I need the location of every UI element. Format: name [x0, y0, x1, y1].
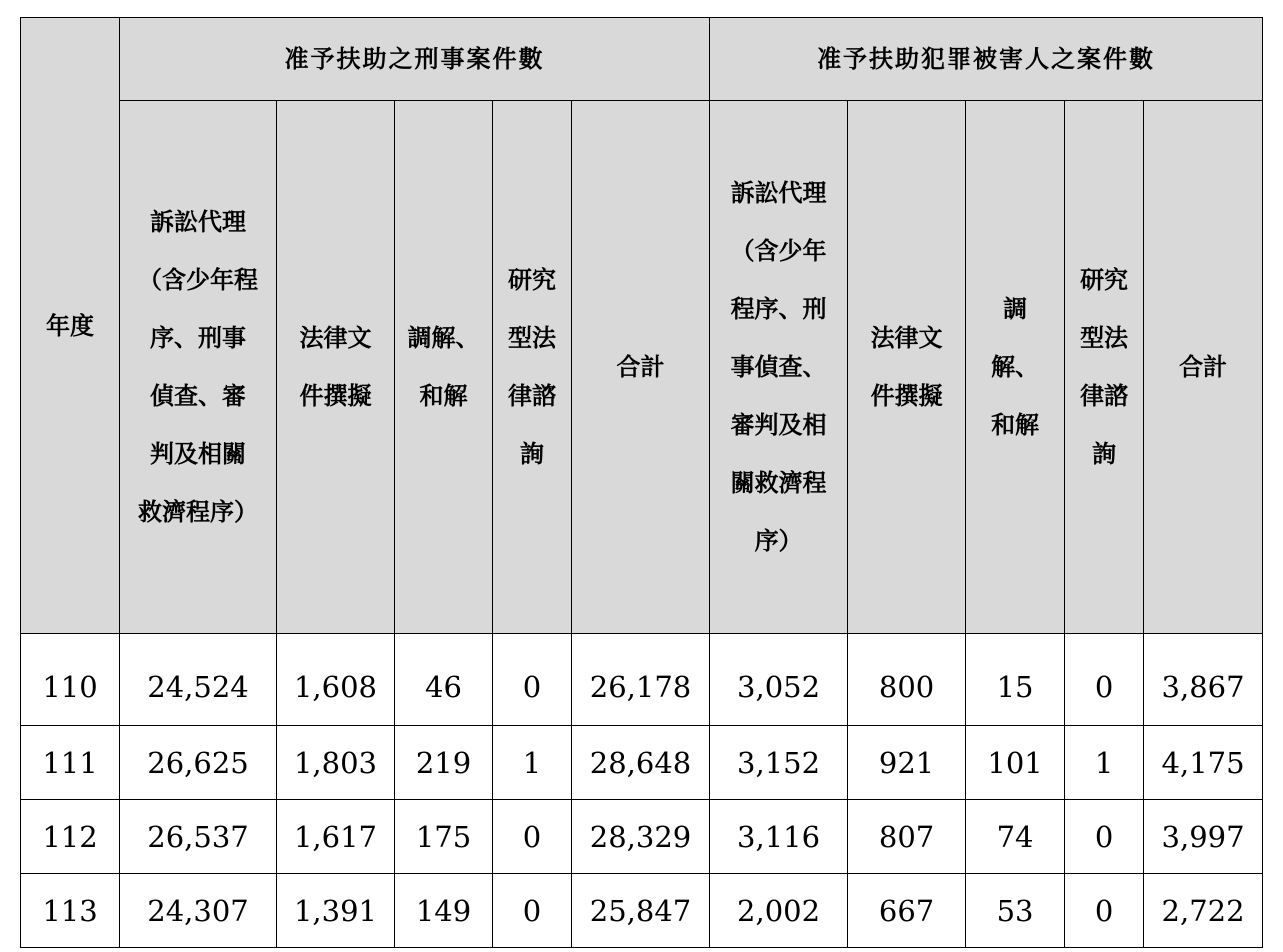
criminal-document-drafting-header — [277, 101, 395, 634]
data-cell: 46 — [395, 634, 493, 726]
data-cell: 15 — [966, 634, 1065, 726]
data-cell: 0 — [493, 800, 572, 874]
data-cell: 26,537 — [120, 800, 277, 874]
data-cell: 0 — [1065, 874, 1144, 948]
criminal-mediation-header — [395, 101, 493, 634]
year-cell: 112 — [21, 800, 120, 874]
data-cell: 74 — [966, 800, 1065, 874]
table-row — [21, 726, 1263, 800]
victim-litigation-header — [710, 101, 848, 634]
criminal-consultation-header — [493, 101, 572, 634]
data-cell: 3,152 — [710, 726, 848, 800]
year-cell: 110 — [21, 634, 120, 726]
year-cell: 111 — [21, 726, 120, 800]
data-cell: 101 — [966, 726, 1065, 800]
header-label: 法律文 件撰擬 — [870, 323, 943, 410]
data-cell: 219 — [395, 726, 493, 800]
table-row — [21, 800, 1263, 874]
data-cell: 24,307 — [120, 874, 277, 948]
data-cell: 1,617 — [277, 800, 395, 874]
data-cell: 800 — [848, 634, 966, 726]
table-row — [21, 874, 1263, 948]
criminal-total-header — [572, 101, 710, 634]
data-cell: 3,052 — [710, 634, 848, 726]
data-cell: 807 — [848, 800, 966, 874]
header-label: 研究 型法 律諮 詢 — [508, 265, 556, 468]
data-cell: 4,175 — [1144, 726, 1263, 800]
data-cell: 1,803 — [277, 726, 395, 800]
header-label: 合計 — [1179, 352, 1228, 381]
table-row — [21, 634, 1263, 726]
data-cell: 0 — [1065, 800, 1144, 874]
data-cell: 1,391 — [277, 874, 395, 948]
header-row-columns — [21, 101, 1263, 634]
data-cell: 0 — [1065, 634, 1144, 726]
victim-cases-group-header: 准予扶助犯罪被害人之案件數 — [710, 18, 1263, 101]
data-cell: 921 — [848, 726, 966, 800]
data-cell: 0 — [493, 874, 572, 948]
header-label: 訴訟代理 （含少年程 序、刑事 偵查、審 判及相關 救濟程序） — [138, 207, 258, 526]
legal-aid-case-table — [20, 17, 1263, 948]
victim-mediation-header — [966, 101, 1065, 634]
year-cell: 113 — [21, 874, 120, 948]
victim-total-header — [1144, 101, 1263, 634]
data-cell: 2,002 — [710, 874, 848, 948]
header-label: 合計 — [616, 352, 665, 381]
data-cell: 175 — [395, 800, 493, 874]
data-cell: 28,329 — [572, 800, 710, 874]
header-row-groups — [21, 18, 1263, 101]
data-cell: 667 — [848, 874, 966, 948]
data-cell: 1 — [493, 726, 572, 800]
header-label: 調解、 和解 — [407, 323, 480, 410]
data-cell: 149 — [395, 874, 493, 948]
data-cell: 1,608 — [277, 634, 395, 726]
data-cell: 3,997 — [1144, 800, 1263, 874]
data-cell: 1 — [1065, 726, 1144, 800]
data-cell: 26,625 — [120, 726, 277, 800]
victim-document-drafting-header — [848, 101, 966, 634]
header-label: 法律文 件撰擬 — [299, 323, 372, 410]
criminal-cases-group-header: 准予扶助之刑事案件數 — [120, 18, 710, 101]
data-cell: 3,116 — [710, 800, 848, 874]
header-label: 研究 型法 律諮 詢 — [1080, 265, 1129, 468]
data-cell: 0 — [493, 634, 572, 726]
data-cell: 2,722 — [1144, 874, 1263, 948]
data-cell: 26,178 — [572, 634, 710, 726]
data-cell: 28,648 — [572, 726, 710, 800]
data-cell: 53 — [966, 874, 1065, 948]
data-cell: 3,867 — [1144, 634, 1263, 726]
victim-consultation-header — [1065, 101, 1144, 634]
header-label: 訴訟代理 （含少年 程序、刑 事偵查、 審判及相 關救濟程 序） — [730, 178, 827, 555]
year-header: 年度 — [21, 18, 120, 634]
header-label: 調 解、 和解 — [991, 294, 1040, 439]
criminal-litigation-header — [120, 101, 277, 634]
data-cell: 25,847 — [572, 874, 710, 948]
data-cell: 24,524 — [120, 634, 277, 726]
